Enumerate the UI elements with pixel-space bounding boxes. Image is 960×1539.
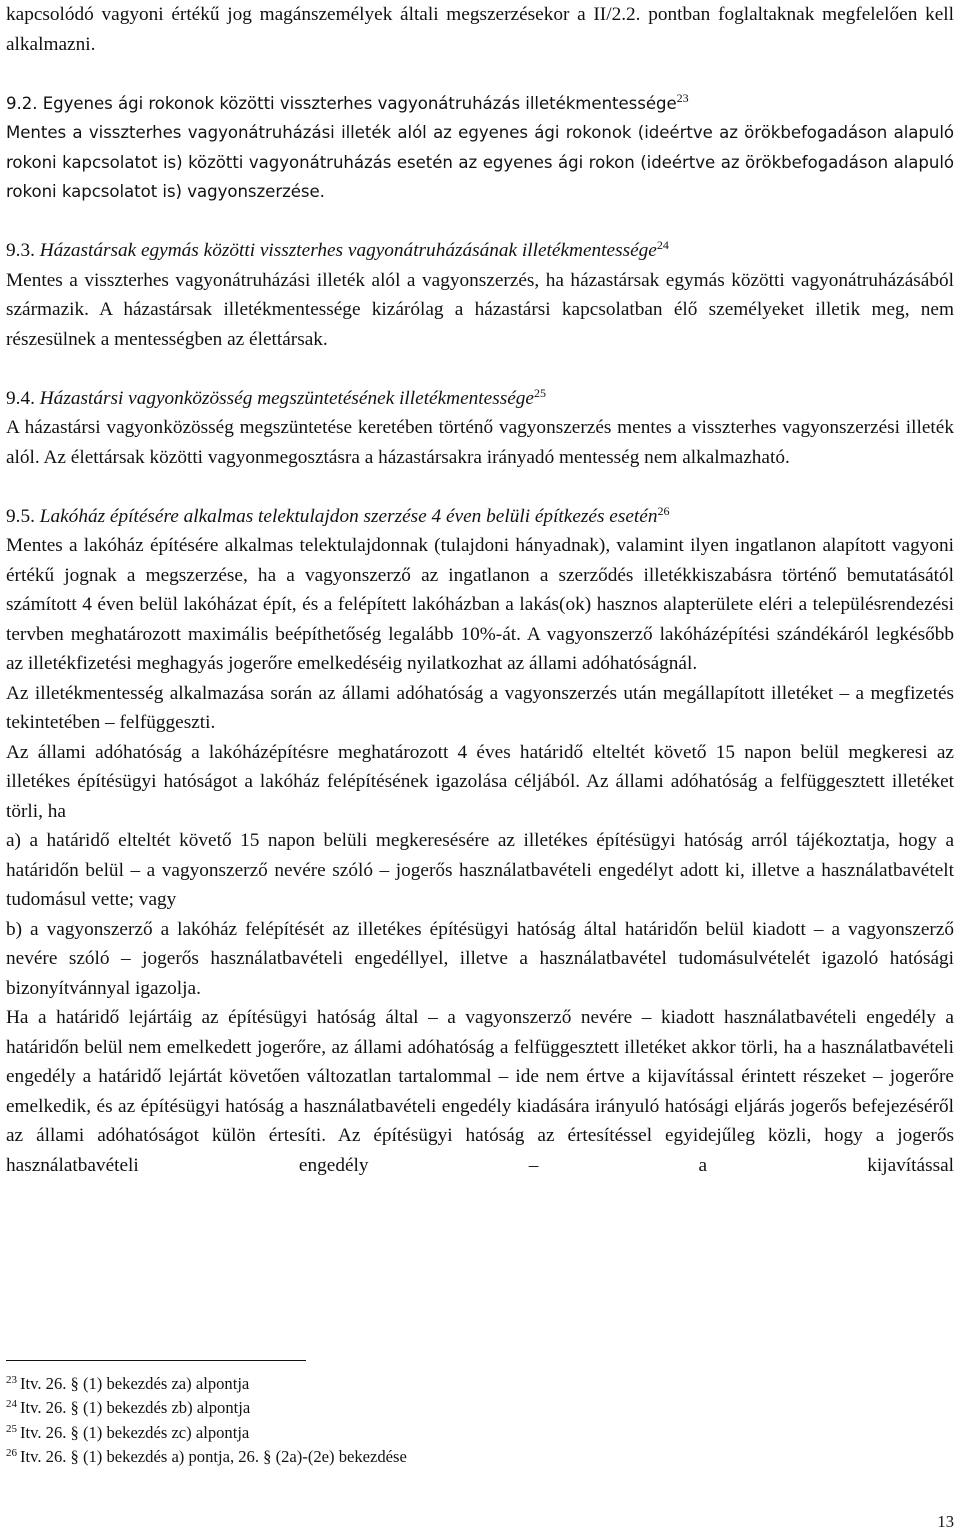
section-9-3-heading — [6, 236, 954, 266]
footnote-item — [6, 1372, 954, 1396]
footnote-number: 26 — [6, 1446, 17, 1459]
section-title: Lakóház építésére alkalmas telektulajdon szerzése 4 éven belüli építkezés esetén — [39, 505, 658, 527]
footnotes — [6, 1372, 954, 1469]
section-9-5-paragraph-4: Ha a határidő lejártáig az építésügyi hatóság által – a vagyonszerző nevére – kiadott használatbavételi engedély a határidőn belül nem emelkedett jogerőre, az állami adóhatóság a felfüggesztett illetéket akkor törli, ha a használatbavételi engedély a határidő lejártát követően változatlan tartalommal – ide nem értve a kijavítással érintett részeket – jogerőre emelkedik, és az építésügyi hatóság a használatbavételi engedély kiadására irányuló hatósági eljárás jogerős befejezéséről az állami adóhatóságot külön értesíti. Az építésügyi hatóság az értesítéssel egyidejűleg közli, hogy a jogerős használatbavételi engedély – a kijavítással — [6, 1007, 954, 1176]
footnote-number: 23 — [6, 1374, 17, 1386]
footnote-number: 25 — [6, 1422, 17, 1435]
section-9-5-paragraph-2: Az illetékmentesség alkalmazása során az állami adóhatóság a vagyonszerzés után megállapított illetéket – a megfizetés tekintetében – felfüggeszti. — [6, 682, 954, 733]
footnote-item — [6, 1396, 954, 1420]
section-title: Házastársi vagyonközösség megszüntetésének illetékmentessége — [39, 387, 534, 409]
section-number: 9.5. — [6, 505, 40, 527]
section-9-4-body: A házastársi vagyonközösség megszüntetése keretében történő vagyonszerzés mentes a visszterhes vagyonszerzési illeték alól. Az élettársak közötti vagyonmegosztásra a házastársakra irányadó mentesség nem alkalmazható. — [6, 417, 954, 468]
footnote-text: Itv. 26. § (1) bekezdés za) alpontja — [20, 1374, 250, 1393]
footnote-number: 24 — [6, 1398, 17, 1411]
footnote-text: Itv. 26. § (1) bekezdés zb) alpontja — [20, 1398, 251, 1418]
footnote-ref: 25 — [533, 385, 546, 400]
section-9-2-body: Mentes a visszterhes vagyonátruházási illeték alól az egyenes ági rokonok (ideértve az örökbefogadáson alapuló rokoni kapcsolatot is) közötti vagyonátruházás esetén az egyenes ági rokon (ideértve az örökbefogadáson alapuló rokoni kapcsolatot is) vagyonszerzése. — [6, 123, 954, 201]
document-page — [6, 0, 954, 1531]
footnote-item — [6, 1421, 954, 1445]
section-9-5-paragraph-3: Az állami adóhatóság a lakóházépítésre meghatározott 4 éves határidő elteltét követő 15 napon belül megkeresi az illetékes építésügyi hatóságot a lakóház felépítésének igazolása céljából. Az állami adóhatóság a felfüggesztett illetéket törli, ha — [6, 741, 954, 822]
footnote-ref: 23 — [676, 90, 689, 105]
section-number: 9.4. — [6, 387, 40, 409]
section-9-3-body: Mentes a visszterhes vagyonátruházási illeték alól a vagyonszerzés, ha házastársak egymás közötti vagyonátruházásából származik. A házastársak illetékmentessége kizárólag a házastársi kapcsolatban élő személyeket illetik meg, nem részesülnek a mentességben az élettársak. — [6, 269, 954, 350]
footnote-ref: 26 — [657, 503, 670, 518]
section-9-5-heading — [6, 502, 954, 532]
section-9-5-item-b: b) a vagyonszerző a lakóház felépítését az illetékes építésügyi hatóság által határidőn belül kiadott – a vagyonszerző nevére szóló – jogerős használatbavételi engedéllyel, illetve a használatbavétel tudomásulvételét igazoló hatósági bizonyítvánnyal igazolja. — [6, 918, 954, 999]
section-number: 9.2. — [6, 93, 43, 113]
footnote-text: Itv. 26. § (1) bekezdés a) pontja, 26. § (2a)-(2e) bekezdése — [20, 1446, 407, 1466]
intro-paragraph: kapcsolódó vagyoni értékű jog magánszemélyek általi megszerzésekor a II/2.2. pontban foglaltaknak megfelelően kell alkalmazni. — [6, 4, 954, 55]
section-9-5-item-a: a) a határidő elteltét követő 15 napon belüli megkeresésére az illetékes építésügyi hatóság arról tájékoztatja, hogy a határidőn belül – a vagyonszerző nevére szóló – jogerős használatbavételi engedélyt adott ki, illetve a használatbavételt tudomásul vette; vagy — [6, 830, 954, 910]
page-number: 13 — [937, 1512, 954, 1531]
section-9-4-heading — [6, 384, 954, 414]
footnote-ref: 24 — [656, 238, 669, 252]
section-9-5-paragraph-1: Mentes a lakóház építésére alkalmas telektulajdonnak (tulajdoni hányadnak), valamint ilyen ingatlanon alapított vagyoni értékű jognak a megszerzése, ha a vagyonszerző az ingatlanon a szerződés illetékkiszabásra történő bemutatásától számított 4 éven belül lakóházat épít, és a felépített lakóházban a lakás(ok) hasznos alapterülete eléri a településrendezési tervben meghatározott maximális beépíthetőség legalább 10%-át. A vagyonszerző lakóházépítési szándékáról legkésőbb az illetékfizetési meghagyás jogerőre emelkedéséig nyilatkozhat az állami adóhatóságnál. — [6, 535, 954, 674]
section-title: Házastársak egymás közötti visszterhes vagyonátruházásának illetékmentessége — [39, 240, 657, 261]
footnote-separator — [6, 1360, 306, 1361]
section-9-2-heading — [6, 89, 954, 119]
footnote-item — [6, 1445, 954, 1469]
section-title: Egyenes ági rokonok közötti visszterhes vagyonátruházás illetékmentessége — [42, 93, 677, 113]
footnote-text: Itv. 26. § (1) bekezdés zc) alpontja — [20, 1422, 250, 1442]
section-number: 9.3. — [6, 240, 40, 261]
